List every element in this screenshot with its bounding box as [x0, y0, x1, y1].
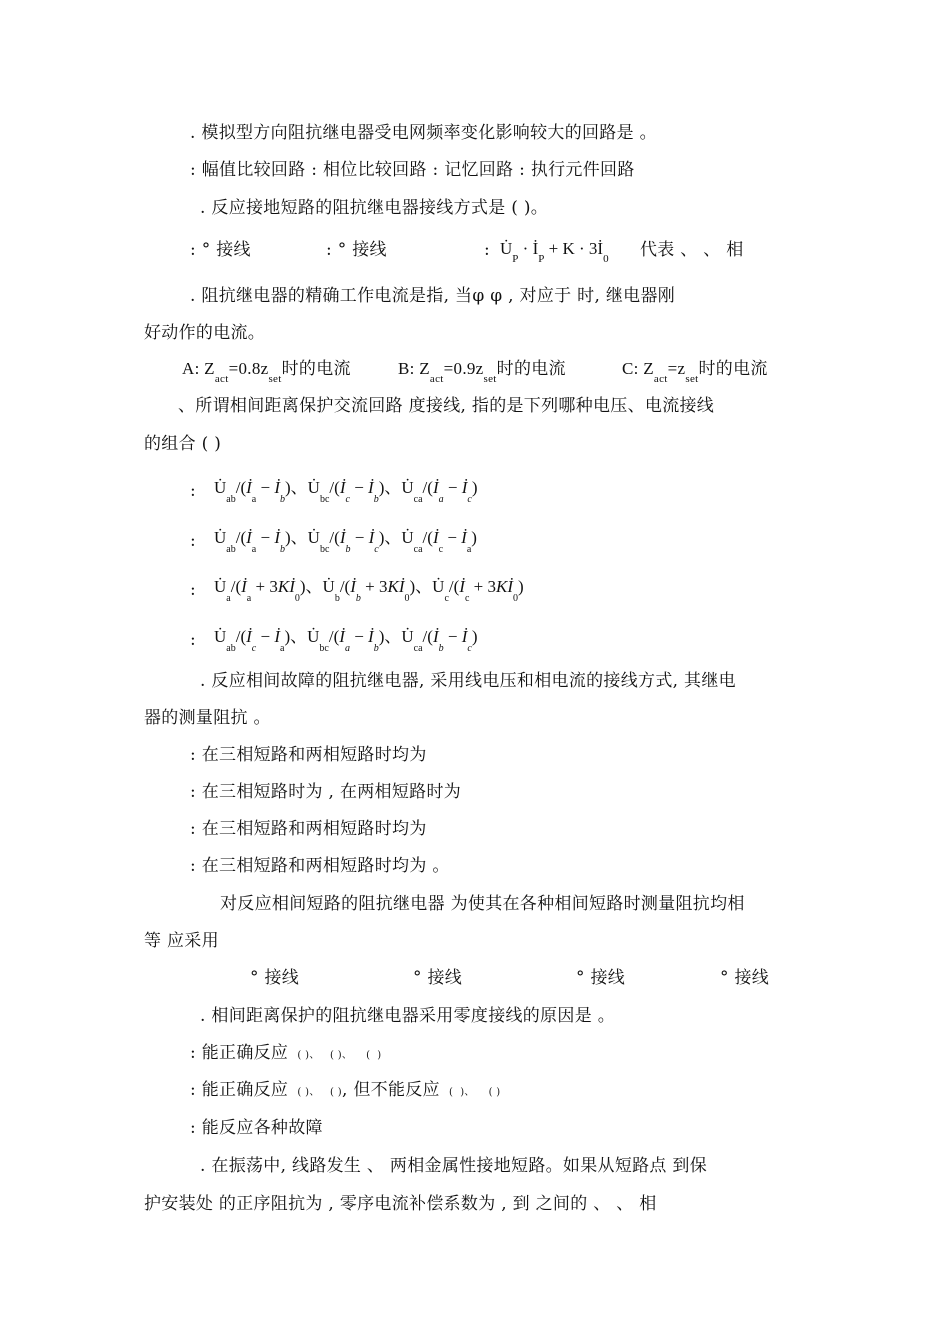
question-3-option-b: B: $Z_{act}=0.9z_{set}$时的电流	[398, 359, 566, 385]
question-4-option-1: $U̇_{ab}/(İ_a$ − $İ_b$)、$U̇_{bc}/(İ_c$ − $İ_b$)、$U̇_{ca}/(İ_a$ − $İ_c$)	[214, 478, 478, 505]
question-7-text: . 相间距离保护的阻抗继电器采用零度接线的原因是 。	[200, 1006, 616, 1026]
question-5-option-4: : 在三相短路和两相短路时均为 。	[190, 856, 450, 876]
question-4-option-4-marker: :	[190, 630, 197, 650]
question-3-text-line1: . 阻抗继电器的精确工作电流是指, 当φ φ , 对应于 时, 继电器刚	[190, 286, 676, 306]
question-4-option-3: $U̇_a/(İ_a$ + $3Kİ_0$)、$U̇_b/(İ_b$ + $3Kİ_0$)、$U̇_c/(İ_c$ + $3Kİ_0$)	[214, 577, 524, 604]
question-6-option-c: ° 接线	[576, 968, 626, 988]
question-3-option-c: C: $Z_{act}=z_{set}$时的电流	[622, 359, 768, 385]
question-2-option-b: : ° 接线	[326, 240, 387, 260]
question-5-option-3: : 在三相短路和两相短路时均为	[190, 819, 427, 839]
question-4-option-1-marker: :	[190, 481, 197, 501]
question-4-text-line1: 、所谓相间距离保护交流回路 度接线, 指的是下列哪种电压、电流接线	[178, 396, 715, 416]
question-8-text-line2: 护安装处 的正序阻抗为 , 零序电流补偿系数为 , 到 之间的 、 、 相	[144, 1194, 657, 1214]
question-7-option-2-label: : 能正确反应	[190, 1080, 289, 1100]
question-4-option-2: $U̇_{ab}/(İ_a$ − $İ_b$)、$U̇_{bc}/(İ_b$ − $İ_c$)、$U̇_{ca}/(İ_c$ − $İ_a$)	[214, 528, 477, 555]
question-5-option-2: : 在三相短路时为 , 在两相短路时为	[190, 782, 462, 802]
question-4-option-3-marker: :	[190, 580, 197, 600]
question-6-text-line2: 等 应采用	[144, 931, 219, 951]
question-6-option-b: ° 接线	[413, 968, 463, 988]
question-8-text-line1: . 在振荡中, 线路发生 、 两相金属性接地短路。如果从短路点 到保	[200, 1156, 708, 1176]
question-4-option-2-marker: :	[190, 531, 197, 551]
question-3-text-line2: 好动作的电流。	[144, 323, 266, 343]
question-2-option-c-suffix: 代表 、 、 相	[640, 240, 744, 260]
question-5-text-line2: 器的测量阻抗 。	[144, 708, 271, 728]
question-2-text: . 反应接地短路的阻抗继电器接线方式是 ( )。	[200, 198, 549, 218]
question-6-text-line1: 对反应相间短路的阻抗继电器 为使其在各种相间短路时测量阻抗均相	[220, 894, 745, 914]
question-2-option-c-formula: $U̇_P$ · $İ_P + K$ · $3İ_0$	[500, 239, 609, 265]
question-7-option-2: : 能正确反应 ( )、 ( ), 但不能反应 ( )、 ( )	[190, 1080, 501, 1100]
question-7-option-3: : 能反应各种故障	[190, 1118, 323, 1138]
question-5-option-1: : 在三相短路和两相短路时均为	[190, 745, 427, 765]
question-7-option-2-mid: , 但不能反应	[341, 1080, 440, 1100]
question-6-option-d: ° 接线	[720, 968, 770, 988]
question-6-option-a: ° 接线	[250, 968, 300, 988]
question-7-option-1: : 能正确反应 ( )、 ( )、 ( )	[190, 1043, 382, 1063]
question-1-text: . 模拟型方向阻抗继电器受电网频率变化影响较大的回路是 。	[190, 123, 657, 143]
question-4-option-4: $U̇_{ab}/(İ_c$ − $İ_a$)、$U̇_{bc}/(İ_a$ − $İ_b$)、$U̇_{ca}/(İ_b$ − $İ_c$)	[214, 627, 478, 654]
question-4-text-line2: 的组合 ( )	[144, 434, 222, 454]
question-7-option-1-label: : 能正确反应	[190, 1043, 289, 1063]
question-5-text-line1: . 反应相间故障的阻抗继电器, 采用线电压和相电流的接线方式, 其继电	[200, 671, 736, 691]
question-2-option-a: : ° 接线	[190, 240, 251, 260]
question-1-options: : 幅值比较回路 : 相位比较回路 : 记忆回路 : 执行元件回路	[190, 160, 635, 180]
question-3-option-a: A: $Z_{act}=0.8z_{set}$时的电流	[182, 359, 351, 385]
question-2-option-c-prefix: :	[484, 240, 491, 260]
